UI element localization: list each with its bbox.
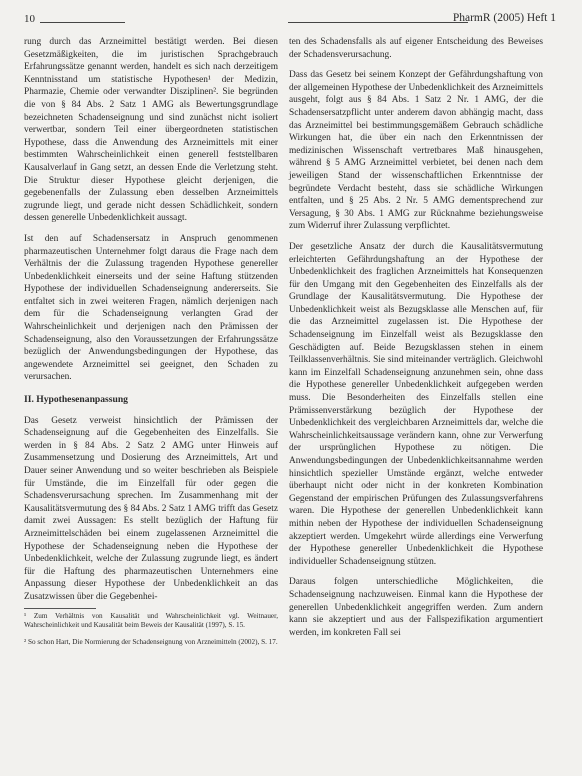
paragraph: Daraus folgen unterschiedliche Möglichkeiten, die Schadenseignung nachzuweisen. Einmal kann die Hypothese der generellen Unbedenklichkeit angegriffen werden. Zum andern kann sie akzeptiert und aus der Fallspezifikation argumentiert werden, im konkreten Fall sei: [289, 577, 543, 638]
left-column: [24, 36, 278, 656]
footnote: ¹ Zum Verhältnis von Kausalität und Wahrscheinlichkeit vgl. Weitnauer, Wahrscheinlichkeit und Kausalität beim Beweis der Kausalität (1997), S. 15.: [24, 611, 278, 629]
journal-header: PharmR (2005) Heft 1: [452, 12, 556, 24]
footnote-divider: [24, 608, 96, 609]
paragraph: Das Gesetz verweist hinsichtlich der Prämissen der Schadenseignung auf die Gegebenheiten des Einzelfalls. Sie werden in § 84 Abs. 2 Satz 2 AMG unter Hinweis auf Zusammensetzung und Dosierung des Arzneimittels, Art und Dauer seiner Anwendung und so weiter beschrieben als Beispiele für Umstände, die im Einzelfall für oder gegen die Schadensverursachung sprechen. Im Zusammenhang mit der Kausalitätsvermutung des § 84 Abs. 2 Satz 1 AMG trifft das Gesetz damit zwei Aussagen: Es stellt bezüglich der Haftung für Arzneimittelschäden bei einem zugelassenen Arzneimittel die Hypothese der Schadenseignung neben die Hypothese der Unbedenklichkeit, welche der Zulassung zugrunde liegt, es ändert für die Haftung des pharmazeutischen Unternehmers eine Anpassung dieser Hypothese der Unbedenklichkeit an das Zusatzwissen über die Gegebenhei-: [24, 415, 278, 602]
section-heading: II. Hypothesenanpassung: [24, 394, 128, 406]
paragraph: Dass das Gesetz bei seinem Konzept der Gefährdungshaftung von der allgemeinen Hypothese der Unbedenklichkeit des Arzneimittels ausgeht, folgt aus § 84 Abs. 1 Satz 2 Nr. 1 AMG, der die Schadensersatzpflicht unter anderem davon abhängig macht, dass das Arzneimittel bei bestimmungsgemäßem Gebrauch schädliche Wirkungen hat, die über ein nach den Erkenntnissen der medizinischen Wissenschaft vertretbares Maß hinausgehen, während § 5 AMG Arzneimittel verbietet, bei denen nach dem jeweiligen Stand der wissenschaftlichen Erkenntnisse der begründete Verdacht besteht, dass sie schädliche Wirkungen entfalten, und § 25 Abs. 2 Nr. 5 AMG dementsprechend zur Versagung, § 30 Abs. 1 AMG zur Rücknahme beziehungsweise zum Widerruf ihrer Zulassung verpflichtet.: [289, 70, 543, 232]
paragraph: Ist den auf Schadensersatz in Anspruch genommenen pharmazeutischen Unternehmer folgt daraus die Frage nach dem Verhältnis der die Zulassung tragenden Hypothese genereller Unbedenklichkeit einerseits und der seine Haftung stützenden Hypothese der individuellen Schadenseignung andererseits. Sie entfaltet sich in zwei weiteren Fragen, nämlich derjenigen nach dem für die Schadenseignung verlangten Grad der Wahrscheinlichkeit und derjenigen nach den Prämissen der Schadenseignung, also den Voraussetzungen der Erfahrungssätze bezüglich der Anwendungsbedingungen der Hypothese, das angewendete Arzneimittel sei geeignet, den Schaden zu verursachen.: [24, 233, 278, 383]
paragraph: ten des Schadensfalls als auf eigener Entscheidung des Beweises der Schadensverursachung.: [289, 37, 543, 60]
page-number: 10: [24, 13, 35, 25]
right-column: [289, 36, 543, 639]
paragraph: rung durch das Arzneimittel bestätigt werden. Bei diesen Gesetzmäßigkeiten, die im juristischen Sprachgebrauch Erfahrungssätze genannt werden, handelt es sich nach derzeitigem Kenntnisstand um statistische Hypothesen¹ der Medizin, Pharmazie, Chemie oder verwandter Disziplinen². Sie begründen die von § 84 Abs. 2 Satz 1 AMG als Bewertungsgrundlage bezeichneten Schadenseignung und sind zunächst nicht isoliert verwertbar, sondern Teil einer übergeordneten statistischen Hypothese, dass die Anwendung des Arzneimittels mit einer bestimmten Wahrscheinlichkeit einen generell feststellbaren Kausalverlauf in Gang setzt, an dessen Ende die Verletzung steht. Die Struktur dieser Hypothese gleicht derjenigen, die gegebenenfalls der Zulassung eben desselben Arzneimittels zugrunde liegt, und gerade nicht dessen Schädlichkeit, sondern dessen generelle Unbedenklichkeit aussagt.: [24, 37, 278, 224]
paragraph: Der gesetzliche Ansatz der durch die Kausalitätsvermutung erleichterten Gefährdungshaftung an der Hypothese der Unbedenklichkeit des fraglichen Arzneimittels hat Konsequenzen für den Umgang mit den Gegebenheiten des Einzelfalls als der Grundlage der Kausalitätsvermutung. Die Hypothese der Unbedenklichkeit weist als Bezugsklasse alle Menschen auf, für die das Arzneimittel zugelassen ist. Die Hypothese der Schadenseignung im Einzelfall weist als Bezugsklasse den Geschädigten auf. Beide Bezugsklassen stehen in einem Teilklassenverhältnis. Sie sind miteinander verträglich. Gleichwohl kann im Einzelfall Schadenseignung anzunehmen sein, ohne dass die Hypothese genereller Unbedenklichkeit aufgegeben werden muss. Die Besonderheiten des Einzelfalls stellen eine Prämissenverstärkung bezüglich der Hypothese der Unbedenklichkeit des vergleichbaren Arzneimittels dar, welche die Wahrscheinlichkeitsaussage verändern kann, ohne zur Verwerfung der ursprünglichen Hypothese zu nötigen. Die Anwendungsbedingungen der Unbedenklichkeitsannahme werden hinsichtlich spezieller Umstände ergänzt, welche entweder überhaupt nicht oder nicht in der konkreten Kombination Gegenstand der empirischen Prüfungen des Zulassungsverfahrens waren. Die Hypothese der generellen Unbedenklichkeit kann mithin neben der Hypothese der individuellen Schadenseignung akzeptiert werden. Umgekehrt würde allerdings eine Verwerfung der Hypothese genereller Unbedenklichkeit die Hypothese individueller Schadenseignung stützen.: [289, 241, 543, 567]
header-rule-right: [288, 22, 468, 23]
header-rule-left: [40, 22, 125, 23]
footnote: ² So schon Hart, Die Normierung der Schadenseignung von Arzneimitteln (2002), S. 17.: [24, 638, 278, 647]
